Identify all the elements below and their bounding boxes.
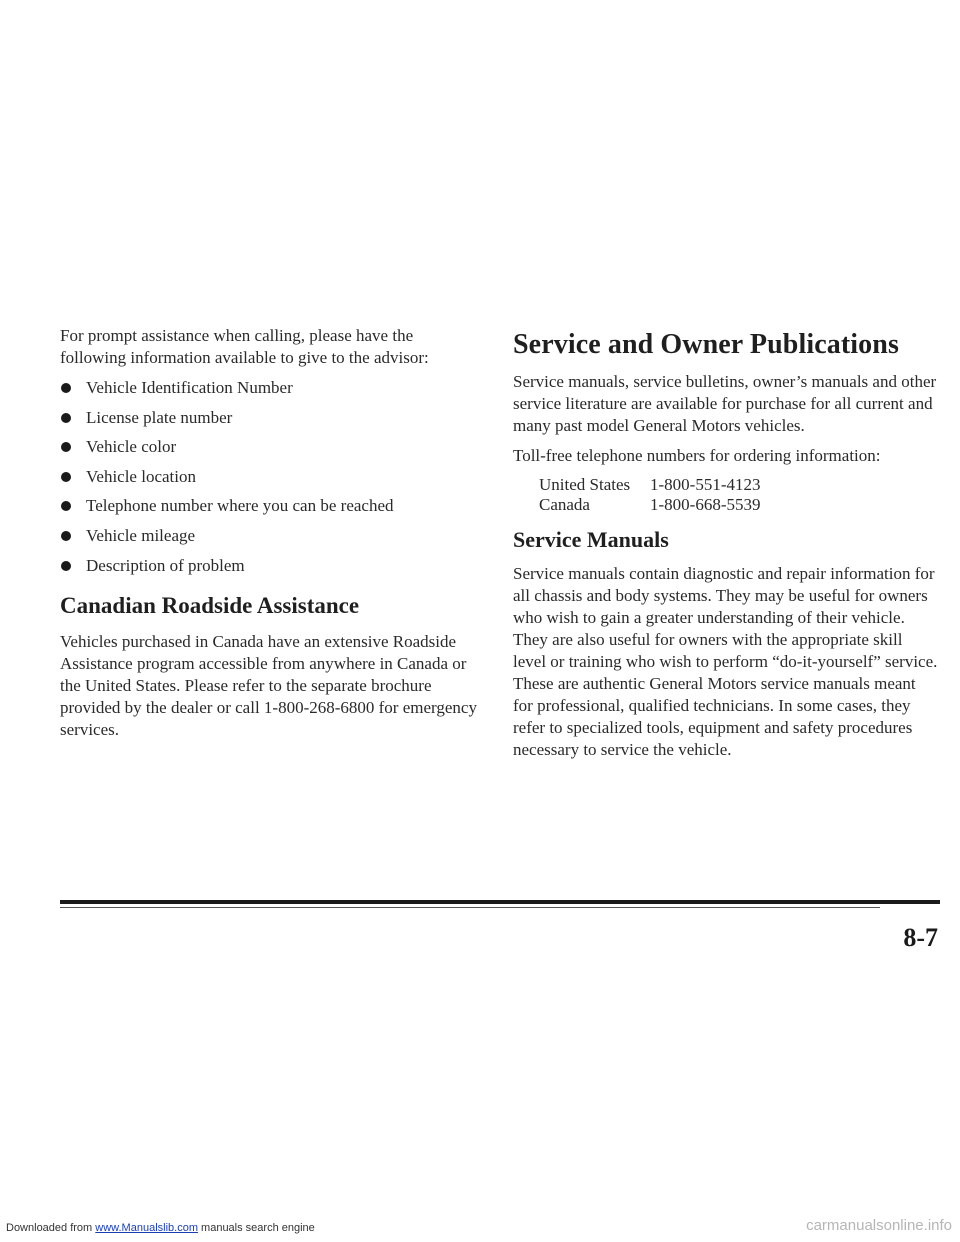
manualslib-link[interactable]: www.Manualslib.com — [95, 1222, 198, 1234]
page-number: 8-7 — [903, 923, 938, 952]
publications-intro: Service manuals, service bulletins, owner’s manuals and other service literature are available for purchase for all current and many past model General Motors vehicles. — [513, 372, 937, 435]
bullet-icon — [61, 531, 71, 541]
country-cell: United States — [539, 475, 631, 494]
assistance-intro: For prompt assistance when calling, please have the following information available to give to the advisor: — [60, 326, 429, 367]
phone-table — [539, 475, 760, 515]
table-row — [539, 475, 760, 495]
phone-number-cell: 1-800-551-4123 — [650, 475, 761, 494]
list-item: Description of problem — [60, 555, 480, 577]
bullet-icon — [61, 561, 71, 571]
page-title: Service and Owner Publications — [513, 329, 899, 360]
canadian-roadside-heading: Canadian Roadside Assistance — [60, 592, 360, 618]
left-column — [60, 325, 480, 749]
list-item: Vehicle color — [60, 436, 480, 458]
country-cell: Canada — [539, 495, 590, 514]
list-item: Vehicle mileage — [60, 525, 480, 547]
list-item: Vehicle location — [60, 466, 480, 488]
service-manuals-heading: Service Manuals — [513, 527, 669, 552]
list-item: Vehicle Identification Number — [60, 377, 480, 399]
table-row — [539, 495, 760, 515]
bullet-icon — [61, 413, 71, 423]
download-footer — [6, 1222, 315, 1234]
bullet-icon — [61, 442, 71, 452]
footer-rule-thick — [60, 900, 940, 904]
service-manuals-body: Service manuals contain diagnostic and repair information for all chassis and body systems. They may be useful for owners who wish to gain a greater understanding of their vehicle. They are also useful for owners with the appropriate skill level or training who wish to perform “do-it-yourself” service. These are authentic General Motors service manuals meant for professional, qualified technicians. In some cases, they refer to specialized tools, equipment and safety procedures necessary to service the vehicle. — [513, 564, 938, 759]
bullet-icon — [61, 383, 71, 393]
list-item: Telephone number where you can be reached — [60, 495, 480, 517]
bullet-icon — [61, 501, 71, 511]
tollfree-label: Toll-free telephone numbers for ordering information: — [513, 446, 881, 465]
bullet-icon — [61, 472, 71, 482]
info-checklist — [60, 377, 480, 577]
phone-number-cell: 1-800-668-5539 — [650, 495, 761, 514]
footer-rule-thin — [60, 907, 880, 908]
footer-prefix: Downloaded from — [6, 1222, 96, 1234]
canadian-roadside-body: Vehicles purchased in Canada have an extensive Roadside Assistance program accessible from anywhere in Canada or the United States. Please refer to the separate brochure provided by the dealer or call 1-800-268-6800 for emergency services. — [60, 631, 477, 739]
right-column — [513, 325, 938, 769]
list-item: License plate number — [60, 407, 480, 429]
footer-suffix: manuals search engine — [197, 1222, 315, 1234]
watermark: carmanualsonline.info — [806, 1217, 952, 1234]
